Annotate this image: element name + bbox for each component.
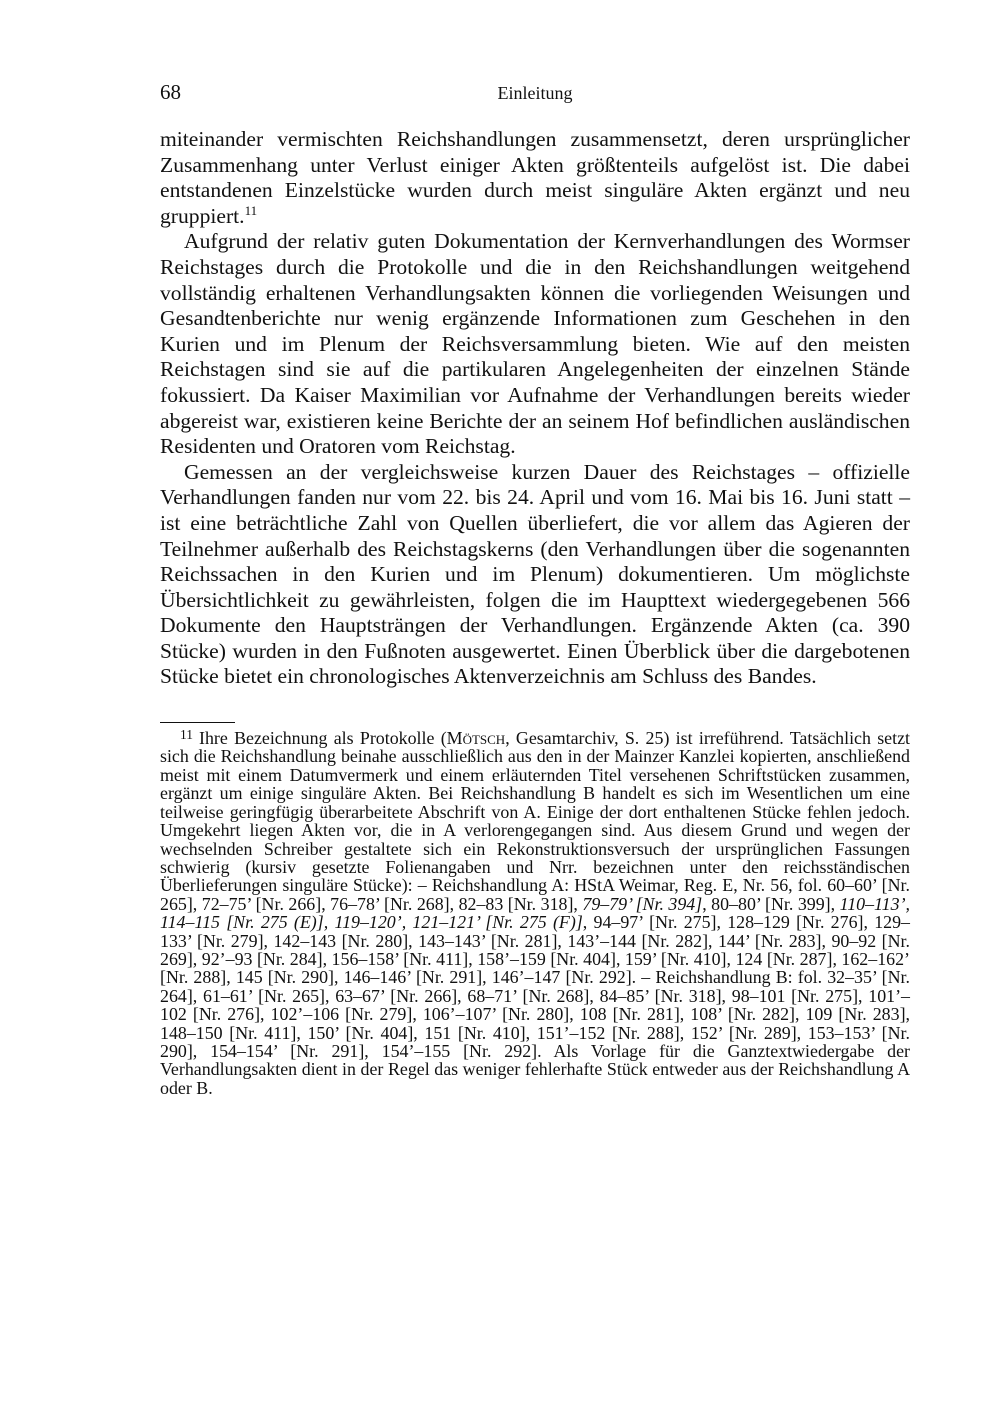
paragraph-2: Aufgrund der relativ guten Dokumentation der Kernverhandlungen des Wormser Reichstages durch die Protokolle und die in den Reichshandlungen weitgehend vollständig erhaltenen Verhandlungsakten können die vorliegenden Weisungen und Gesandtenberichte nur wenig ergänzende Informationen zum Geschehen in den Kurien und im Plenum der Reichsversammlung bieten. Wie auf den meisten Reichstagen sind sie auf die partikularen Angelegenheiten der einzelnen Stände fokussiert. Da Kaiser Maximilian vor Aufnahme der Verhandlungen bereits wieder abgereist war, existieren keine Berichte der an seinem Hof befindlichen ausländischen Residenten und Oratoren vom Reichstag. [160, 229, 910, 459]
footnote-reference: 11 [244, 202, 258, 218]
footnote-text-2: , Gesamtarchiv, S. 25) ist irreführend. Tatsächlich setzt sich die Reichshandlung beinahe ausschließlich aus den in der Mainzer Kanzlei kopierten, anschließend meist mit einem Datumvermerk und einem erläuternden Titel versehenen Schriftstücken zusammen, ergänzt um einige singuläre Akten. Bei Reichshandlung B handelt es sich im Wesentlichen um eine teilweise geringfügig überarbeitete Abschrift von A. Einige der dort enthaltenen Stücke fehlen jedoch. Umgekehrt liegen Akten vor, die in A verlorengegangen sind. Aus diesem Grund und wegen der wechselnden Schreiber gestaltete sich ein Rekonstruktionsversuch der ursprünglichen Fassungen schwierig (kursiv gesetzte Folienangaben und Nrr. bezeichnen unter den reichsständischen Überlieferungen singuläre Stücke): – Reichshandlung A: HStA Weimar, Reg. E, Nr. 56, fol. 60–60’ [Nr. 265], 72–75’ [Nr. 266], 76–78’ [Nr. 268], 82–83 [Nr. 318], [160, 728, 910, 914]
footnote-11 [160, 729, 910, 1097]
footnote-text-3: , 80–80’ [Nr. 399], [702, 893, 840, 914]
document-page [160, 80, 910, 1097]
footnote-separator [160, 722, 235, 723]
paragraph-1-text: miteinander vermischten Reichshandlungen zusammensetzt, deren ursprünglicher Zusammenhang unter Verlust einiger Akten größtenteils aufgelöst ist. Die dabei entstandenen Einzelstücke wurden durch meist singuläre Akten ergänzt und neu gruppiert. [160, 127, 910, 228]
page-number: 68 [160, 80, 181, 104]
paragraph-3: Gemessen an der vergleichsweise kurzen Dauer des Reichstages – offizielle Verhandlungen fanden nur vom 22. bis 24. April und vom 16. Mai bis 16. Juni statt – ist eine beträchtliche Zahl von Quellen überliefert, die vor allem das Agieren der Teilnehmer außerhalb des Reichstagskerns (den Verhandlungen über die sogenannten Reichssachen in den Kurien und im Plenum) dokumentieren. Um möglichste Übersichtlichkeit zu gewährleisten, folgen die im Haupttext wiedergegebenen 566 Dokumente den Hauptsträngen der Verhandlungen. Ergänzende Akten (ca. 390 Stücke) wurden in den Fußnoten ausgewertet. Einen Überblick über die dargebotenen Stücke bietet ein chronologisches Aktenverzeichnis am Schluss des Bandes. [160, 459, 910, 689]
page-header [160, 80, 910, 110]
body-text [160, 127, 910, 690]
running-title: Einleitung [497, 83, 573, 103]
footnote-text-4: , 94–97’ [Nr. 275], 128–129 [Nr. 276], 129–133’ [Nr. 279], 142–143 [Nr. 280], 143–143’ [Nr. 281], 143’–144 [Nr. 282], 144’ [Nr. 283], 90–92 [Nr. 269], 92’–93 [Nr. 284], 156–158’ [Nr. 411], 158’–159 [Nr. 404], 159’ [Nr. 410], 124 [Nr. 287], 162–162’ [Nr. 288], 145 [Nr. 290], 146–146’ [Nr. 291], 146’–147 [Nr. 292]. – Reichshandlung B: fol. 32–35’ [Nr. 264], 61–61’ [Nr. 265], 63–67’ [Nr. 266], 68–71’ [Nr. 268], 84–85’ [Nr. 318], 98–101 [Nr. 275], 101’–102 [Nr. 276], 102’–106 [Nr. 279], 106’–107’ [Nr. 280], 108 [Nr. 281], 108’ [Nr. 282], 109 [Nr. 283], 148–150 [Nr. 411], 150’ [Nr. 404], 151 [Nr. 410], 151’–152 [Nr. 288], 152’ [Nr. 289], 153–153’ [Nr. 290], 154–154’ [Nr. 291], 154’–155 [Nr. 292]. Als Vorlage für die Ganztextwiedergabe der Verhandlungsakten dient in der Regel das weniger fehlerhafte Stück entweder aus der Reichshandlung A oder B. [160, 912, 910, 1098]
paragraph-1 [160, 127, 910, 229]
footnote-italic-1: 79–79’ [Nr. 394] [582, 893, 703, 914]
footnote-italic-2: 110–113’, 114–115 [Nr. 275 (E)], 119–120’, 121–121’ [Nr. 275 (F)] [160, 893, 910, 933]
footnote-text-1: Ihre Bezeichnung als Protokolle ( [199, 728, 447, 749]
footnote-author: Mötsch [446, 728, 506, 749]
footnote-number: 11 [180, 727, 193, 743]
